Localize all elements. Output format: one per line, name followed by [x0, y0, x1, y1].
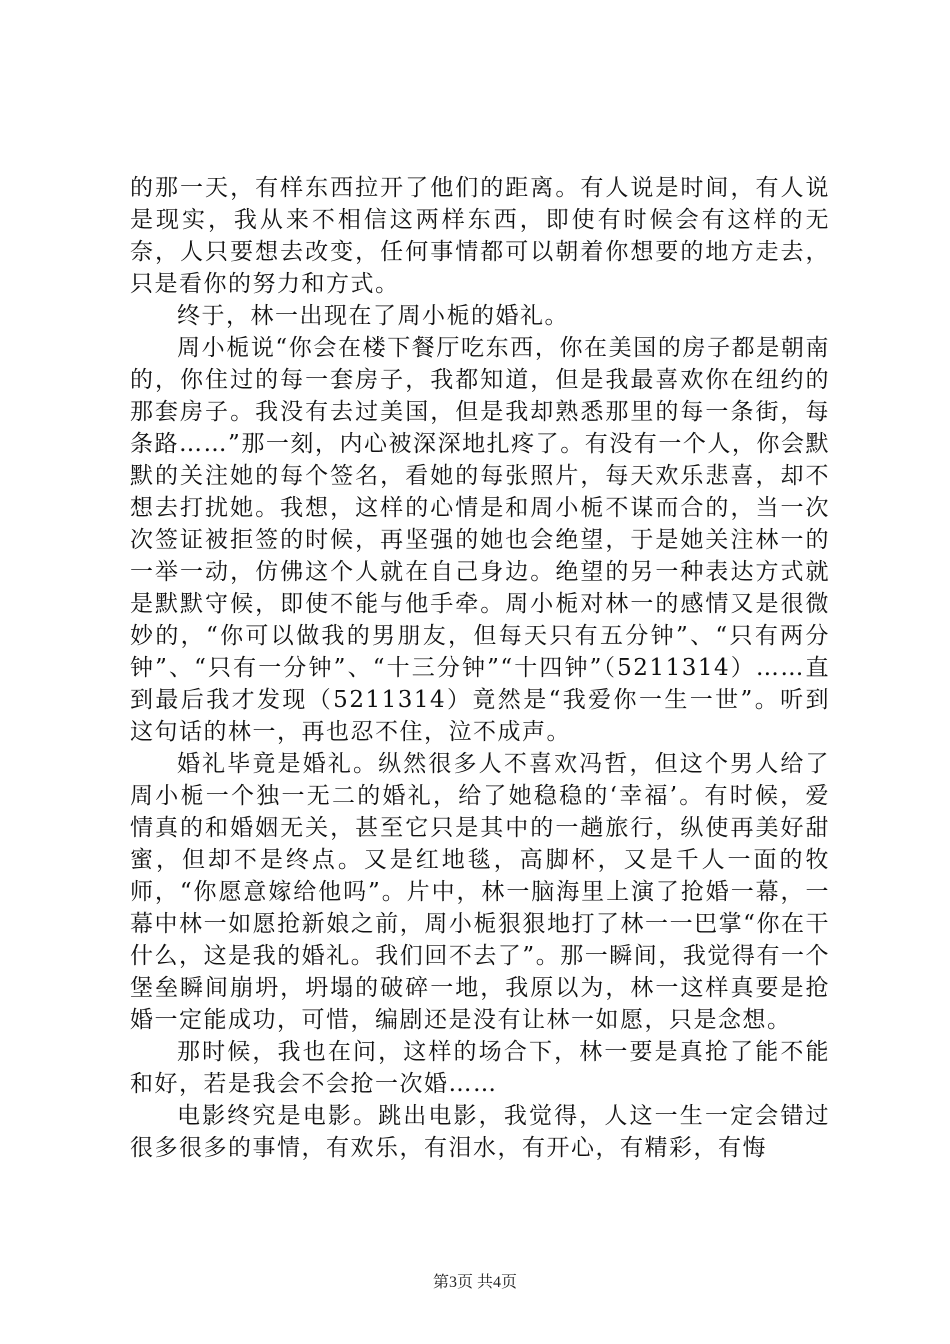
document-body: [130, 172, 830, 1164]
paragraph-2: 终于，林一出现在了周小栀的婚礼。: [177, 303, 569, 329]
paragraph-5: 那时候，我也在问，这样的场合下，林一要是真抢了能不能和好，若是我会不会抢一次婚……: [130, 1039, 830, 1097]
paragraph-6: 电影终究是电影。跳出电影，我觉得，人这一生一定会错过很多很多的事情，有欢乐，有泪水，有开心，有精彩，有悔: [130, 1103, 830, 1161]
page-footer: 第3页 共4页: [432, 1274, 517, 1291]
paragraph-3: 周小栀说“你会在楼下餐厅吃东西，你在美国的房子都是朝南的，你住过的每一套房子，我都知道，但是我最喜欢你在纽约的那套房子。我没有去过美国，但是我却熟悉那里的每一条街，每条路……”那一刻，内心被深深地扎疼了。有没有一个人，你会默默的关注她的每个签名，看她的每张照片，每天欢乐悲喜，却不想去打扰她。我想，这样的心情是和周小栀不谋而合的，当一次次签证被拒签的时候，再坚强的她也会绝望，于是她关注林一的一举一动，仿佛这个人就在自己身边。绝望的另一种表达方式就是默默守候，即使不能与他手牵。周小栀对林一的感情又是很微妙的，“你可以做我的男朋友，但每天只有五分钟”、“只有两分钟”、“只有一分钟”、“十三分钟”“十四钟”（5211314）……直到最后我才发现（5211314）竟然是“我爱你一生一世”。听到这句话的林一，再也忍不住，泣不成声。: [130, 335, 830, 745]
paragraph-1: 的那一天，有样东西拉开了他们的距离。有人说是时间，有人说是现实，我从来不相信这两样东西，即使有时候会有这样的无奈，人只要想去改变，任何事情都可以朝着你想要的地方走去，只是看你的努力和方式。: [130, 175, 830, 297]
paragraph-4: 婚礼毕竟是婚礼。纵然很多人不喜欢冯哲，但这个男人给了周小栀一个独一无二的婚礼，给了她稳稳的‘幸福’。有时候，爱情真的和婚姻无关，甚至它只是其中的一趟旅行，纵使再美好甜蜜，但却不是终点。又是红地毯，高脚杯，又是千人一面的牧师，“你愿意嫁给他吗”。片中，林一脑海里上演了抢婚一幕，一幕中林一如愿抢新娘之前，周小栀狠狠地打了林一一巴掌“你在干什么，这是我的婚礼。我们回不去了”。那一瞬间，我觉得有一个堡垒瞬间崩坍，坍塌的破碎一地，我原以为，林一这样真要是抢婚一定能成功，可惜，编剧还是没有让林一如愿，只是念想。: [130, 751, 830, 1033]
